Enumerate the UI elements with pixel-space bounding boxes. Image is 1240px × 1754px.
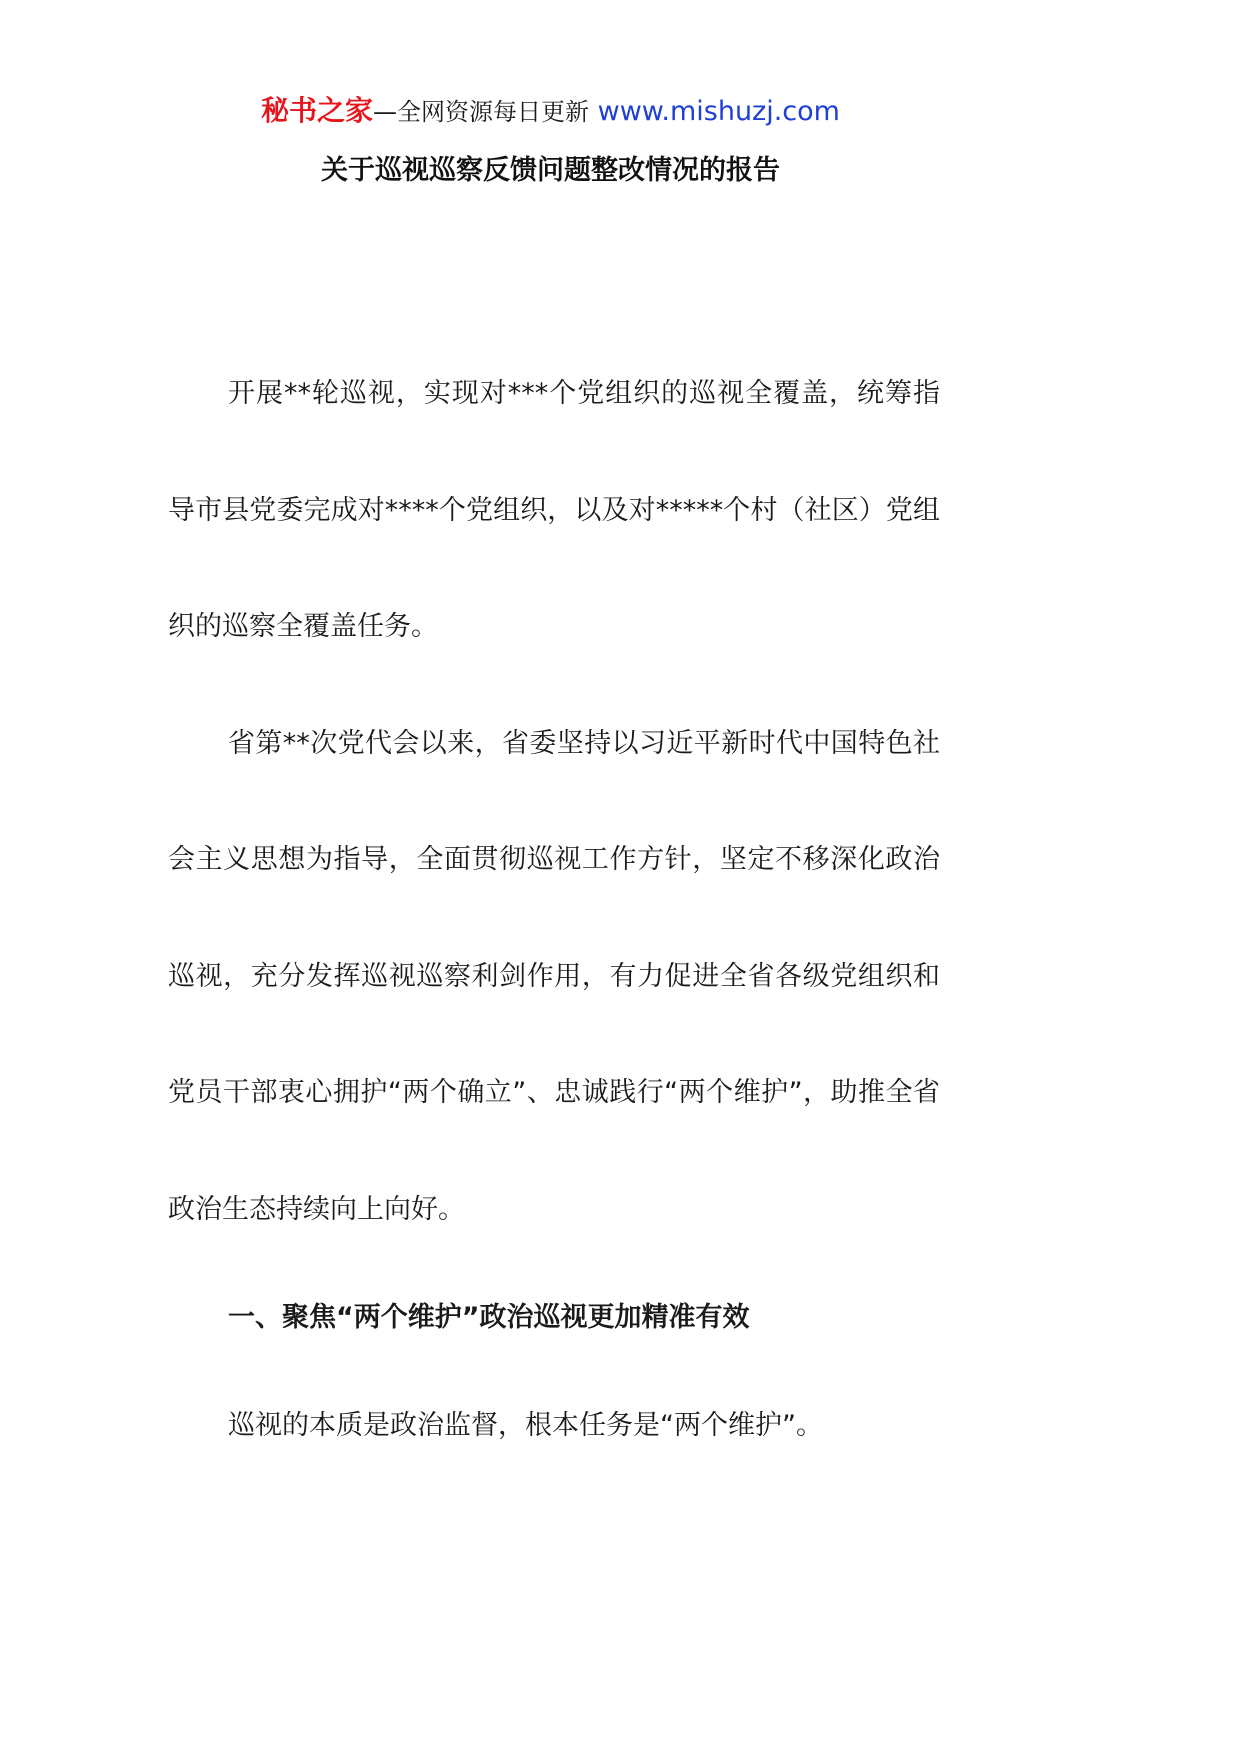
section-heading-1: 一、聚焦“两个维护”政治巡视更加精准有效 — [228, 1302, 750, 1333]
brand-name: 秘书之家 — [261, 94, 374, 127]
paragraph-2: 省第**次党代会以来，省委坚持以习近平新时代中国特色社会主义思想为指导，全面贯彻巡视工作方针，坚定不移深化政治巡视，充分发挥巡视巡察利剑作用，有力促进全省各级党组织和党员干部衷心拥护“两个确立”、忠诚践行“两个维护”，助推全省政治生态持续向上向好。 — [168, 727, 940, 1225]
site-header — [0, 86, 1101, 137]
section-1-paragraph: 巡视的本质是政治监督，根本任务是“两个维护”。 — [228, 1410, 823, 1441]
site-tagline: —全网资源每日更新 — [373, 98, 590, 126]
paragraph-1: 开展**轮巡视，实现对***个党组织的巡视全覆盖，统筹指导市县党委完成对****个党组织，以及对*****个村（社区）党组织的巡察全覆盖任务。 — [168, 378, 940, 642]
document-title: 关于巡视巡察反馈问题整改情况的报告 — [321, 155, 780, 186]
site-url-link[interactable]: www.mishuzj.com — [597, 96, 840, 127]
document-body — [168, 336, 940, 1485]
